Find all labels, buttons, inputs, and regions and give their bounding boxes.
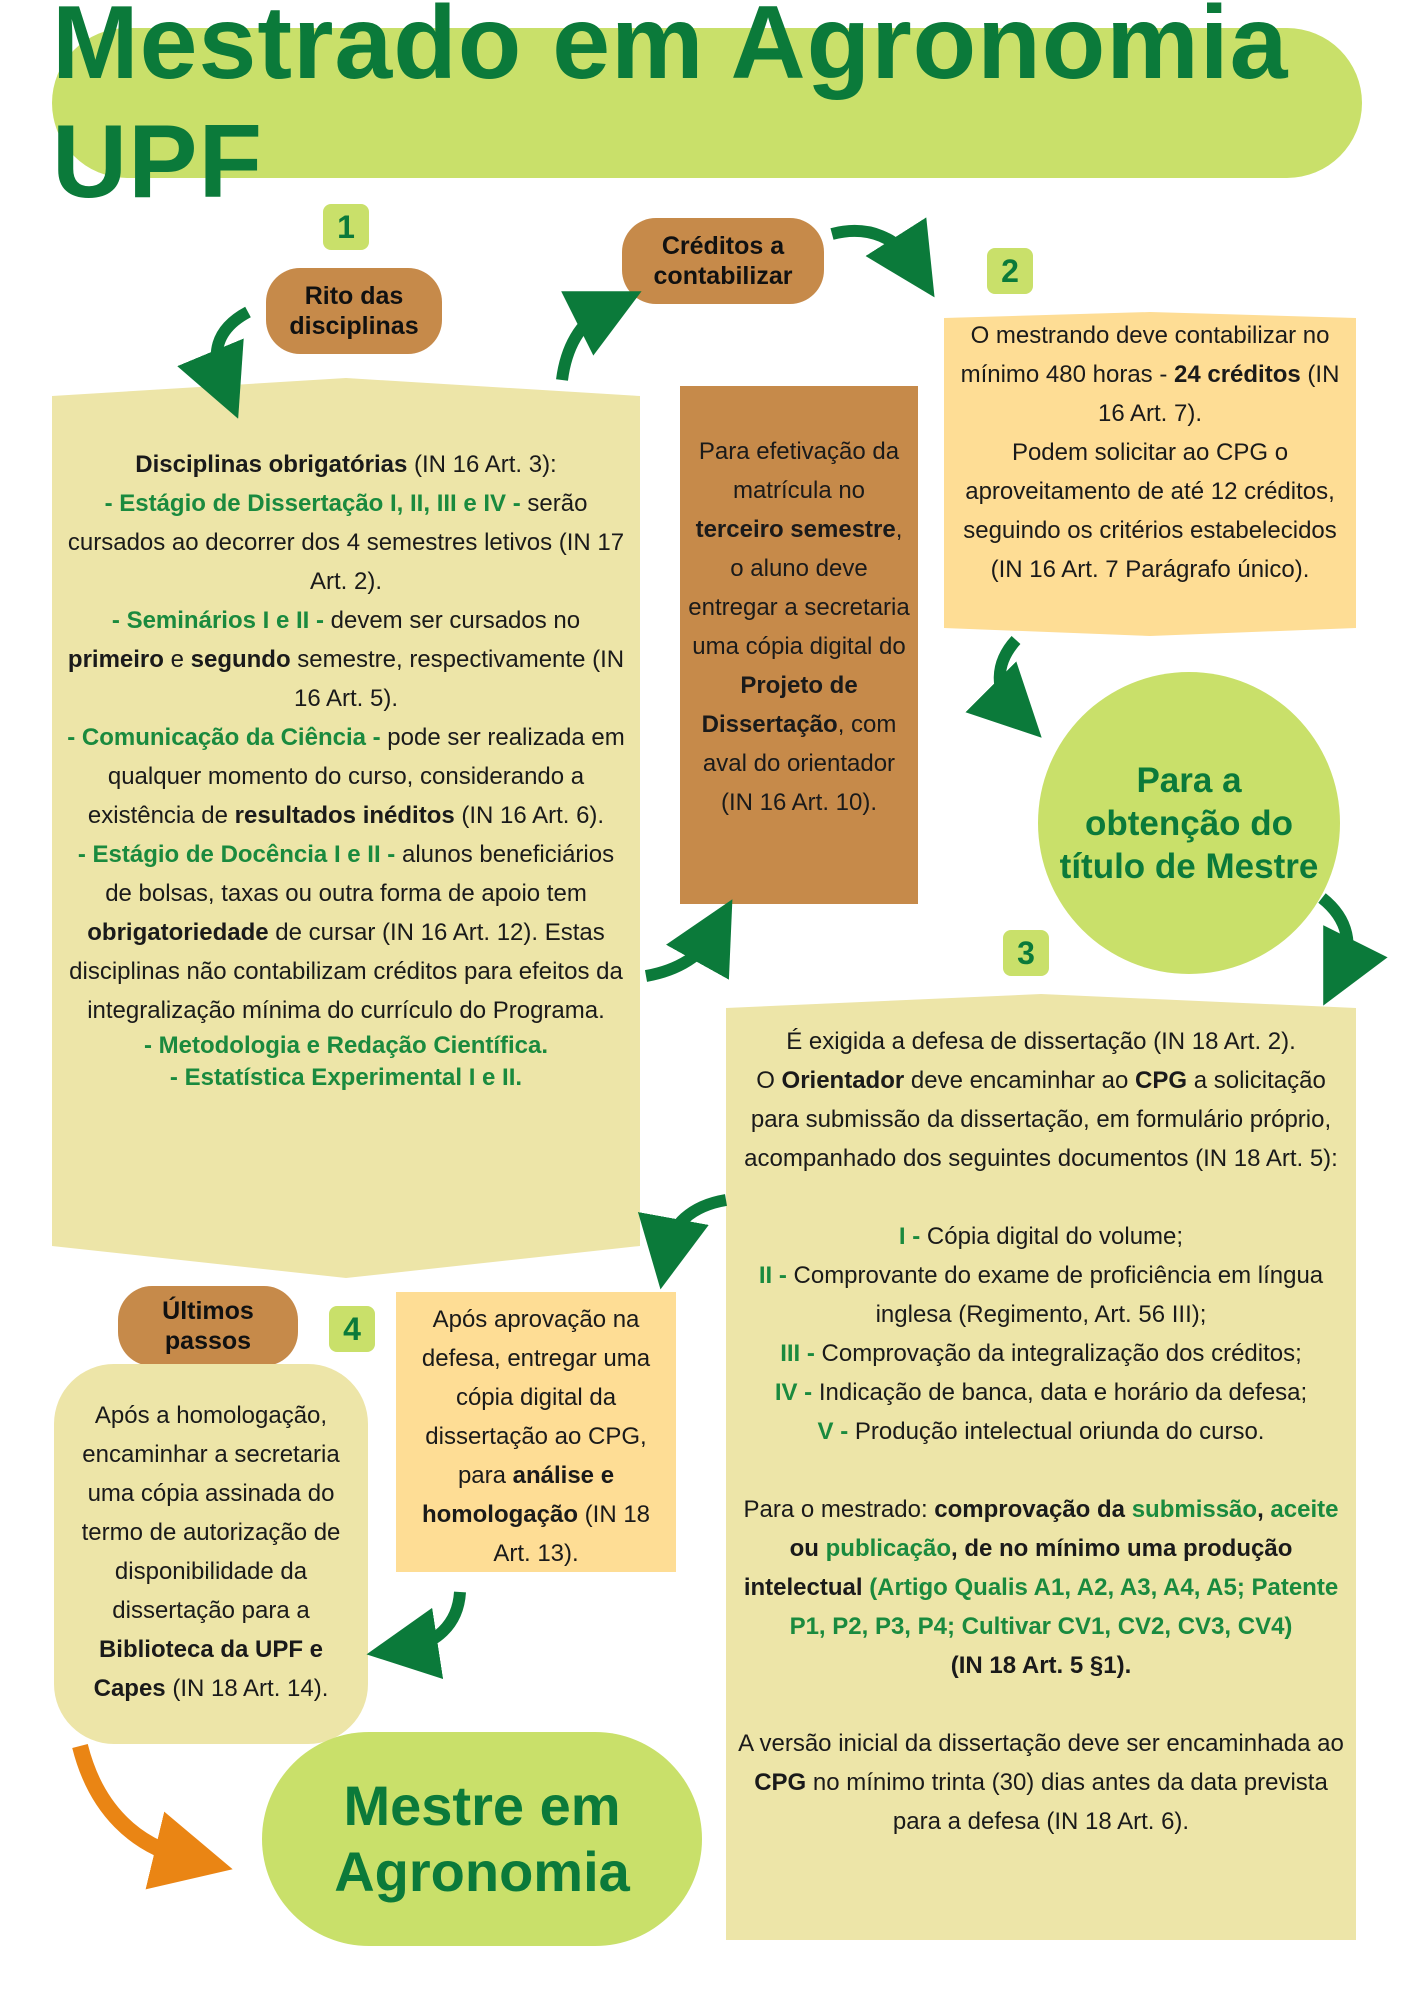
defesa-p2e: a solicitação para submissão da dissertação, em formulário próprio, acompanhado dos seguintes documentos (IN 18 Art. 5): <box>744 1067 1338 1172</box>
comunicacao-ciencia: - Comunicação da Ciência - <box>67 724 381 751</box>
docencia-text-a: alunos beneficiários de bolsas, taxas ou outra forma de apoio tem <box>105 841 615 907</box>
ultimos-label: Últimos passos <box>118 1286 298 1366</box>
doc-iv-number: IV - <box>774 1379 813 1406</box>
defesa-cpg: CPG <box>1135 1067 1188 1094</box>
doc-iii-number: III - <box>780 1340 815 1367</box>
doc-i-text: Cópia digital do volume; <box>920 1223 1184 1250</box>
doc-iv-text: Indicação de banca, data e horário da defesa; <box>812 1379 1308 1406</box>
matricula-terceiro-semestre: terceiro semestre <box>695 516 896 543</box>
homologacao-text-c: (IN 18 Art. 14). <box>165 1675 329 1702</box>
mestrado-d: , <box>1257 1496 1271 1523</box>
versao-a: A versão inicial da dissertação deve ser encaminhada ao <box>738 1730 1344 1757</box>
final-text: Mestre em Agronomia <box>334 1774 630 1903</box>
comunicacao-text-a: pode ser realizada em qualquer momento do curso, considerando a existência de <box>87 724 625 829</box>
mestrado-f: ou <box>789 1535 826 1562</box>
creditos-text-c: (IN 16 Art. 7). <box>1097 361 1340 427</box>
arrow-creditos-to-2 <box>832 231 912 262</box>
doc-i-number: I - <box>898 1223 921 1250</box>
seminarios-text-d: semestre, respectivamente (IN 16 Art. 5). <box>290 646 625 712</box>
rito-label: Rito das disciplinas <box>266 268 442 354</box>
step-number-4: 4 <box>329 1306 375 1352</box>
creditos-aproveitamento: Podem solicitar ao CPG o aproveitamento de até 12 créditos, seguindo os critérios estabelecidos (IN 16 Art. 7 Parágrafo único). <box>963 439 1337 583</box>
arrow-orange-to-final <box>80 1746 186 1858</box>
mestrado-aceite: aceite <box>1270 1496 1339 1523</box>
step-number-2: 2 <box>987 248 1033 294</box>
mestrado-submissao: submissão <box>1131 1496 1258 1523</box>
doc-v-number: V - <box>817 1418 849 1445</box>
matricula-text-c: , o aluno deve entregar a secretaria uma cópia digital do <box>688 516 910 660</box>
step-number-3: 3 <box>1003 930 1049 976</box>
arrow-aprovacao-to-homologacao <box>408 1592 460 1648</box>
defesa-p2c: deve encaminhar ao <box>904 1067 1136 1094</box>
comunicacao-resultados: resultados inéditos <box>234 802 455 829</box>
seminarios-segundo: segundo <box>190 646 291 673</box>
versao-c: no mínimo trinta (30) dias antes da data prevista para a defesa (IN 18 Art. 6). <box>806 1769 1328 1835</box>
creditos-label: Créditos a contabilizar <box>622 218 824 304</box>
defesa-orientador: Orientador <box>781 1067 905 1094</box>
homologacao-biblioteca: Biblioteca da UPF e Capes <box>93 1636 324 1702</box>
obtencao-text: Para a obtenção do título de Mestre <box>1059 760 1319 886</box>
matricula-text-a: Para efetivação da matrícula no <box>698 438 900 504</box>
docencia-text-c: de cursar (IN 16 Art. 12). Estas disciplinas não contabilizam créditos para efeitos da integralização mínima do currículo do Programa. <box>69 919 623 1024</box>
aprovacao-text-a: Após aprovação na defesa, entregar uma cópia digital da dissertação ao CPG, para <box>421 1306 651 1489</box>
aprovacao-text-c: (IN 18 Art. 13). <box>493 1501 651 1567</box>
seminarios-primeiro: primeiro <box>67 646 164 673</box>
homologacao-text-a: Após a homologação, encaminhar a secretaria uma cópia assinada do termo de autorização de disponibilidade da dissertação para a <box>81 1402 341 1624</box>
mestrado-publicacao: publicação <box>825 1535 951 1562</box>
defesa-p1: É exigida a defesa de dissertação (IN 18 Art. 2). <box>786 1028 1296 1055</box>
estagio-docencia: - Estágio de Docência I e II - <box>77 841 396 868</box>
disciplinas-heading: Disciplinas obrigatórias <box>135 451 408 478</box>
seminarios-text-c: e <box>163 646 191 673</box>
creditos-text-a: O mestrando deve contabilizar no mínimo 480 horas - <box>960 322 1330 388</box>
defesa-p2a: O <box>756 1067 782 1094</box>
arrow-circle-to-3 <box>1322 898 1347 968</box>
page-title: Mestrado em Agronomia UPF <box>52 0 1289 220</box>
step-number-1: 1 <box>323 204 369 250</box>
estagio-dissertacao-text: serão cursados ao decorrer dos 4 semestres letivos (IN 17 Art. 2). <box>67 490 625 595</box>
estagio-dissertacao: - Estágio de Dissertação I, II, III e IV - <box>104 490 521 517</box>
matricula-projeto: Projeto de Dissertação <box>701 672 858 738</box>
arrow-rito-down <box>217 312 248 380</box>
creditos-24: 24 créditos <box>1174 361 1301 388</box>
disciplinas-heading-ref: (IN 16 Art. 3): <box>407 451 557 478</box>
doc-iii-text: Comprovação da integralização dos créditos; <box>814 1340 1302 1367</box>
metodologia: - Metodologia e Redação Científica. <box>143 1032 549 1059</box>
arrow-3-to-aprovacao <box>668 1200 726 1248</box>
arrow-2-down <box>1000 640 1016 708</box>
comunicacao-text-c: (IN 16 Art. 6). <box>454 802 605 829</box>
doc-ii-text: Comprovante do exame de proficiência em língua inglesa (Regimento, Art. 56 III); <box>786 1262 1324 1328</box>
mestrado-ref: (IN 18 Art. 5 §1). <box>950 1652 1132 1679</box>
doc-v-text: Produção intelectual oriunda do curso. <box>848 1418 1265 1445</box>
mestrado-h: , de no mínimo uma produção intelectual <box>743 1535 1293 1601</box>
arrow-up-to-creditos <box>562 310 604 380</box>
mestrado-qualis: (Artigo Qualis A1, A2, A3, A4, A5; Patente P1, P2, P3, P4; Cultivar CV1, CV2, CV3, CV4) <box>789 1574 1339 1640</box>
arrow-disc-to-matricula <box>646 936 712 976</box>
seminarios: - Seminários I e II - <box>111 607 324 634</box>
mestrado-b: comprovação da <box>934 1496 1132 1523</box>
matricula-text-e: , com aval do orientador (IN 16 Art. 10). <box>702 711 897 816</box>
seminarios-text-a: devem ser cursados no <box>323 607 581 634</box>
versao-cpg: CPG <box>754 1769 807 1796</box>
docencia-obrigatoriedade: obrigatoriedade <box>87 919 269 946</box>
mestrado-a: Para o mestrado: <box>743 1496 935 1523</box>
doc-ii-number: II - <box>758 1262 787 1289</box>
estatistica: - Estatística Experimental I e II. <box>169 1064 523 1091</box>
aprovacao-analise: análise e homologação <box>421 1462 615 1528</box>
